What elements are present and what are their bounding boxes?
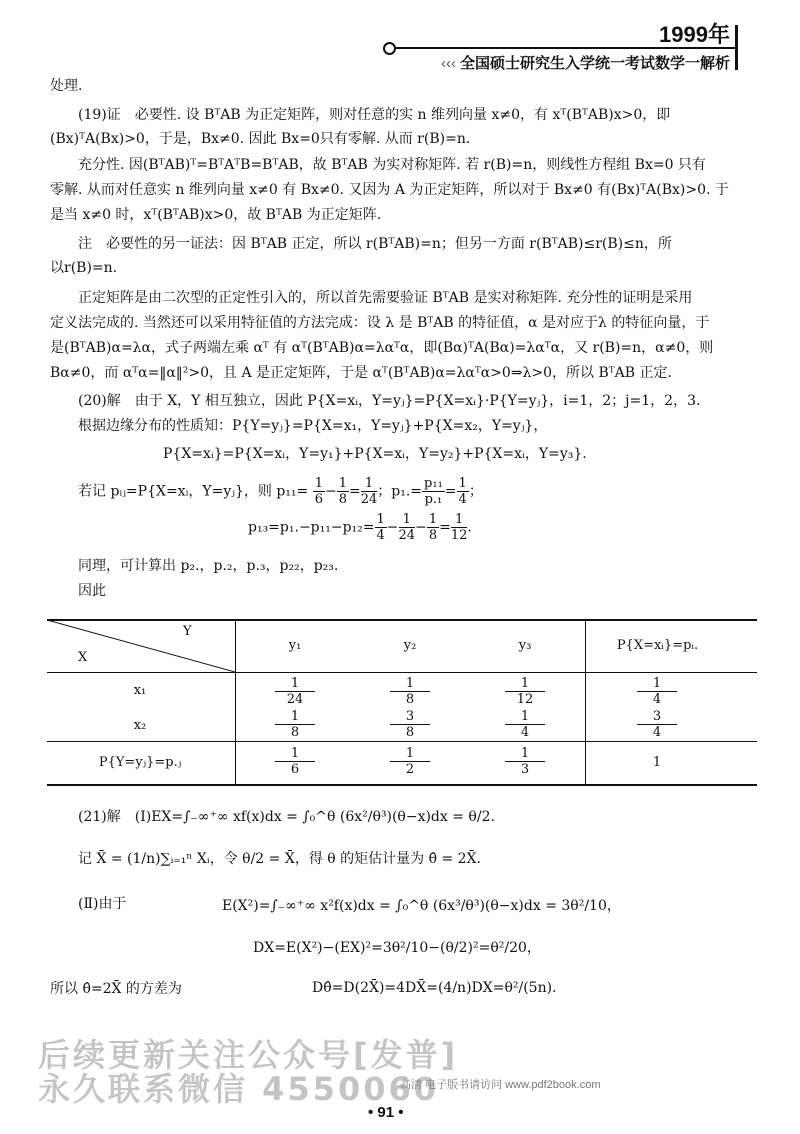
table-cell: 1 8	[390, 676, 430, 707]
q21-line: 所以 θ̂=2X̄ 的方差为	[50, 981, 182, 997]
table-cell: 1 12	[505, 676, 545, 707]
q19-line: (19)证 必要性. 设 BᵀAB 为正定矩阵，则对任意的实 n 维列向量 x≠0，有 xᵀ(BᵀAB)x>0，即	[78, 107, 671, 123]
q20-line: (20)解 由于 X，Y 相互独立，因此 P{X=xᵢ，Y=yⱼ}=P{X=xᵢ}·P{Y=yⱼ}，i=1，2；j=1，2，3.	[78, 393, 701, 409]
q21-line: 记 X̄ = (1/n)∑ᵢ₌₁ⁿ Xᵢ，令 θ/2 = X̄，得 θ 的矩估计量为 θ̂ = 2X̄.	[78, 851, 481, 867]
watermark-line: 永久联系微信 4550060	[38, 1070, 440, 1108]
watermark-site: 高清 电子版书请访问 www.pdf2book.com	[400, 1079, 601, 1091]
fraction: $\frac{1}{6}$	[314, 476, 323, 507]
q19-line: 充分性. 因(BᵀAB)ᵀ=BᵀAᵀB=BᵀAB，故 BᵀAB 为实对称矩阵. 若 r(B)=n，则线性方程组 Bx=0 只有	[78, 157, 706, 173]
table-diagonal	[47, 620, 235, 672]
table-cell: 1 8	[275, 709, 315, 740]
q21-equation: DX=E(X²)−(EX)²=3θ²/10−(θ/2)²=θ²/20，	[253, 940, 541, 956]
q20-line: 同理，可计算出 p₂.，p.₂，p.₃，p₂₂，p₂₃.	[78, 558, 339, 574]
fraction: $\frac{1}{24}$	[398, 512, 416, 543]
table-cell: 1 4	[505, 709, 545, 740]
note-line: 注 必要性的另一证法：因 BᵀAB 正定，所以 r(BᵀAB)=n；但另一方面 r(BᵀAB)≤r(B)≤n，所	[78, 236, 672, 252]
note-line: 以r(B)=n.	[50, 260, 118, 276]
paragraph-line: 定义法完成的. 当然还可以采用特征值的方法完成：设 λ 是 BᵀAB 的特征值，α 是对应于λ 的特征向量，于	[50, 315, 710, 331]
table-cell: 1 3	[505, 746, 545, 777]
q21-equation: E(X²)=∫₋∞⁺∞ x²f(x)dx = ∫₀^θ (6x³/θ³)(θ−x)dx = 3θ²/10，	[222, 898, 621, 914]
q20-equation: P{X=xᵢ}=P{X=xᵢ，Y=y₁}+P{X=xᵢ，Y=y₂}+P{X=xᵢ，Y=y₃}.	[163, 446, 587, 462]
table-col-header: P{X=xᵢ}=pᵢ.	[616, 638, 699, 653]
q21-equation: Dθ̂=D(2X̄)=4DX̄=(4/n)DX=θ²/(5n).	[312, 980, 557, 996]
q19-line: (Bx)ᵀA(Bx)>0，于是，Bx≠0. 因此 Bx=0只有零解. 从而 r(B)=n.	[50, 131, 471, 147]
table-cell: 1 2	[390, 746, 430, 777]
table-cell-total: 1	[652, 755, 662, 770]
table-cell: 3 8	[390, 709, 430, 740]
fraction: $\frac{1}{4}$	[376, 512, 385, 543]
table-cell: 1 6	[275, 746, 315, 777]
table-cell: 1 4	[637, 676, 677, 707]
header-subtitle: ‹‹‹ 全国硕士研究生入学统一考试数学一解析	[440, 55, 730, 72]
table-rule-bottom	[47, 784, 757, 786]
table-row-header: P{Y=yⱼ}=p.ⱼ	[98, 755, 182, 770]
header-circle-icon	[383, 42, 396, 55]
fraction: $\frac{1}{8}$	[428, 512, 438, 543]
fraction: $\frac{1}{8}$	[338, 476, 347, 507]
table-row-header: x₁	[133, 683, 147, 698]
q21-line: (21)解 (Ⅰ)EX=∫₋∞⁺∞ xf(x)dx = ∫₀^θ (6x²/θ³)(θ−x)dx = θ/2.	[78, 809, 495, 825]
table-rule	[47, 672, 757, 673]
chevrons-icon: ‹‹‹	[440, 55, 456, 72]
q20-line: 因此	[78, 583, 106, 599]
table-corner-x: X	[78, 650, 88, 665]
fraction: $\frac{1}{12}$	[450, 512, 468, 543]
q19-line: 是当 x≠0 时，xᵀ(BᵀAB)x>0，故 BᵀAB 为正定矩阵.	[50, 207, 382, 223]
table-corner-y: Y	[183, 624, 192, 639]
table-vrule	[585, 619, 586, 785]
watermark-line: 后续更新关注公众号[发普]	[38, 1036, 459, 1074]
q20-equation-pij: 若记 pᵢⱼ=P{X=xᵢ，Y=yⱼ}，则 p₁₁= $\frac{1}{6}$ − $\frac{1}{8}$ = $\frac{1}{24}$ ；p₁.= $\frac{\text{p₁₁}}{\text{p.₁}}$ = $\frac{1}{4}$ ；	[78, 476, 483, 507]
fraction: $\frac{1}{4}$	[458, 476, 467, 507]
table-cell: 1 24	[275, 676, 315, 707]
q20-line: 根据边缘分布的性质知：P{Y=yⱼ}=P{X=x₁，Y=yⱼ}+P{X=x₂，Y=yⱼ}，	[78, 418, 548, 434]
table-vrule	[235, 619, 236, 785]
paragraph-line: 是(BᵀAB)α=λα，式子两端左乘 αᵀ 有 αᵀ(BᵀAB)α=λαᵀα，即(Bα)ᵀA(Bα)=λαᵀα，又 r(B)=n，α≠0，则	[50, 340, 714, 356]
fraction: $\frac{1}{24}$	[360, 476, 378, 507]
paragraph-line: 正定矩阵是由二次型的正定性引入的，所以首先需要验证 BᵀAB 是实对称矩阵. 充分性的证明是采用	[78, 290, 693, 306]
fraction: $\frac{\text{p₁₁}}{\text{p.₁}}$	[424, 476, 443, 507]
table-col-header: y₂	[403, 638, 417, 653]
paragraph-line: Bα≠0，而 αᵀα=‖α‖²>0，且 A 是正定矩阵，于是 αᵀ(BᵀAB)α=λαᵀα>0⇒λ>0，所以 BᵀAB 正定.	[50, 365, 672, 381]
header-rule	[392, 47, 737, 49]
text-line: 处理.	[50, 78, 83, 94]
table-row-header: x₂	[133, 718, 147, 733]
table-cell: 3 4	[637, 709, 677, 740]
q20-equation-p13: p₁₃=p₁.−p₁₁−p₁₂= $\frac{1}{4}$ − $\frac{1}{24}$ − $\frac{1}{8}$ = $\frac{1}{12}$ .	[248, 512, 472, 543]
table-col-header: y₁	[288, 638, 302, 653]
page-number: • 91 •	[368, 1104, 404, 1121]
table-col-header: y₃	[518, 638, 532, 653]
q19-line: 零解. 从而对任意实 n 维列向量 x≠0 有 Bx≠0. 又因为 A 为正定矩阵，所以对于 Bx≠0 有(Bx)ᵀA(Bx)>0. 于	[50, 182, 729, 198]
q21-line: (Ⅱ)由于	[78, 896, 127, 912]
table-rule	[47, 741, 757, 742]
header-year: 1999年	[659, 22, 730, 47]
